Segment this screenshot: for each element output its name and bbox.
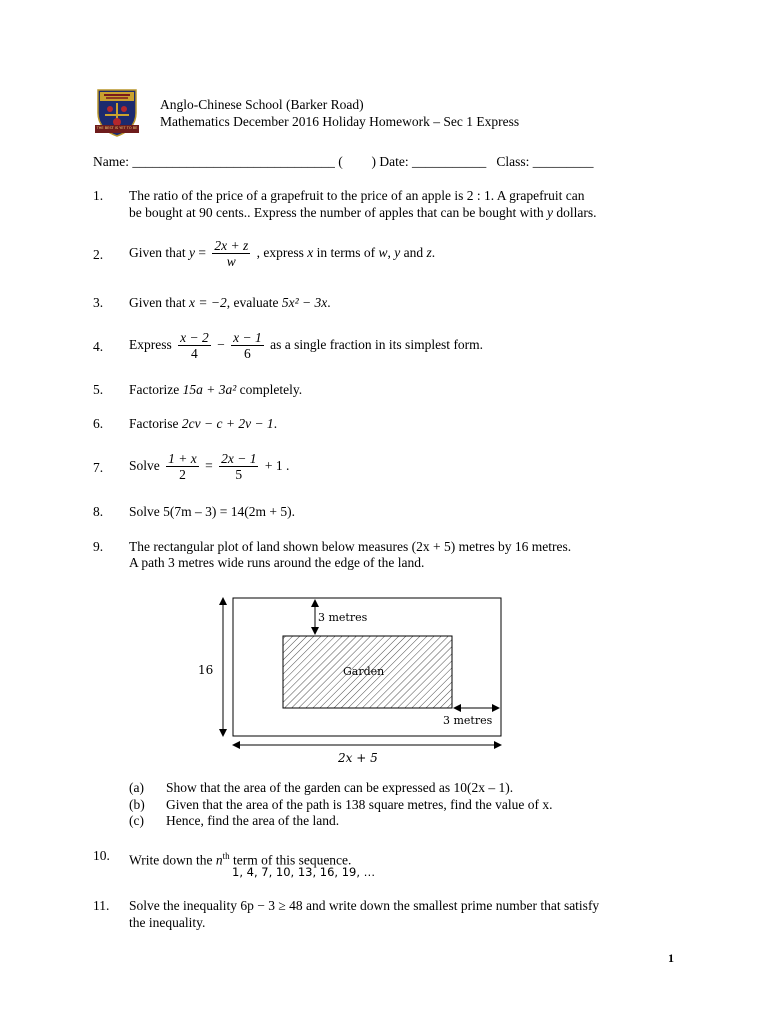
question-9-line-2: A path 3 metres wide runs around the edge of the land. [129, 555, 425, 570]
part-a-text: Show that the area of the garden can be expressed as 10(2x – 1). [166, 780, 514, 795]
question-3-number: 3. [93, 295, 104, 310]
question-10: Write down the $n^{th}$ term of this sequence. [129, 851, 352, 868]
question-8-number: 8. [93, 504, 104, 519]
student-info-line [93, 154, 594, 170]
question-1-line-2: be bought at 90 cents.. Express the number of apples that can be bought with y dollars. [129, 205, 597, 220]
question-4-fraction-2: $\frac{x - 1}{6}$ [233, 330, 262, 362]
homework-title: Mathematics December 2016 Holiday Homework – Sec 1 Express [160, 114, 520, 129]
date-label: Date: [379, 154, 409, 169]
question-11-line-1: Solve the inequality 6p − 3 ≥ 48 and write down the smallest prime number that satisfy [129, 898, 600, 913]
height-label: 16 [198, 663, 214, 677]
part-a-label: (a) [129, 780, 144, 795]
question-4: Express $\frac{x - 2}{4}$ − $\frac{x - 1}{6}$ as a single fraction in its simplest form. [129, 330, 484, 362]
part-c-label: (c) [129, 813, 144, 828]
question-9-number: 9. [93, 539, 104, 554]
question-5-number: 5. [93, 382, 104, 397]
page-number: 1 [668, 951, 674, 965]
top-path-label: 3 metres [318, 611, 368, 624]
part-b-label: (b) [129, 797, 145, 812]
question-11-line-2: the inequality. [129, 915, 206, 930]
question-1-line-1: The ratio of the price of a grapefruit to the price of an apple is 2 : 1. A grapefruit can [129, 188, 585, 203]
school-crest-logo [95, 87, 139, 137]
garden-label: Garden [343, 665, 385, 678]
logo-motto: THE BEST IS YET TO BE [96, 126, 138, 130]
question-7-number: 7. [93, 460, 104, 475]
name-field[interactable]: ______________________________ [132, 154, 335, 169]
question-6-number: 6. [93, 416, 104, 431]
school-name: Anglo-Chinese School (Barker Road) [160, 97, 364, 112]
question-2: Given that y = $\frac{2x + z}{w}$ , express x in terms of w, y and z. [129, 238, 436, 270]
class-label: Class: [496, 154, 530, 169]
question-10-sequence: 1, 4, 7, 10, 13, 16, 19, … [232, 865, 376, 879]
width-label: 2x + 5 [338, 751, 378, 765]
question-8: Solve 5(7m – 3) = 14(2m + 5). [129, 504, 295, 519]
part-c-text: Hence, find the area of the land. [166, 813, 340, 828]
question-7-fraction-2: $\frac{2x - 1}{5}$ [221, 451, 257, 483]
question-4-fraction-1: $\frac{x - 2}{4}$ [180, 330, 209, 362]
question-3: Given that x = −2, evaluate 5x² − 3x. [129, 295, 331, 310]
question-11-number: 11. [93, 898, 110, 913]
question-10-number: 10. [93, 848, 110, 863]
class-field[interactable]: _________ [532, 154, 594, 169]
register-paren-close: ) [371, 154, 376, 169]
question-9-line-1: The rectangular plot of land shown below measures (2x + 5) metres by 16 metres. [129, 539, 572, 554]
question-7-fraction-1: $\frac{1 + x}{2}$ [168, 451, 197, 483]
question-6: Factorise 2cv − c + 2v − 1. [129, 416, 278, 431]
question-1-number: 1. [93, 188, 104, 203]
question-7: Solve $\frac{1 + x}{2}$ = $\frac{2x - 1}{5}$ + 1 . [129, 451, 290, 483]
register-paren-open: ( [338, 154, 343, 169]
question-5: Factorize 15a + 3a² completely. [129, 382, 303, 397]
land-plot-diagram [190, 590, 520, 770]
question-4-number: 4. [93, 339, 104, 354]
question-2-fraction: $\frac{2x + z}{w}$ [214, 238, 249, 270]
right-path-label: 3 metres [443, 714, 493, 727]
date-field[interactable]: ___________ [412, 154, 487, 169]
name-label: Name: [93, 154, 129, 169]
question-2-number: 2. [93, 247, 104, 262]
part-b-text: Given that the area of the path is 138 square metres, find the value of x. [166, 797, 553, 812]
